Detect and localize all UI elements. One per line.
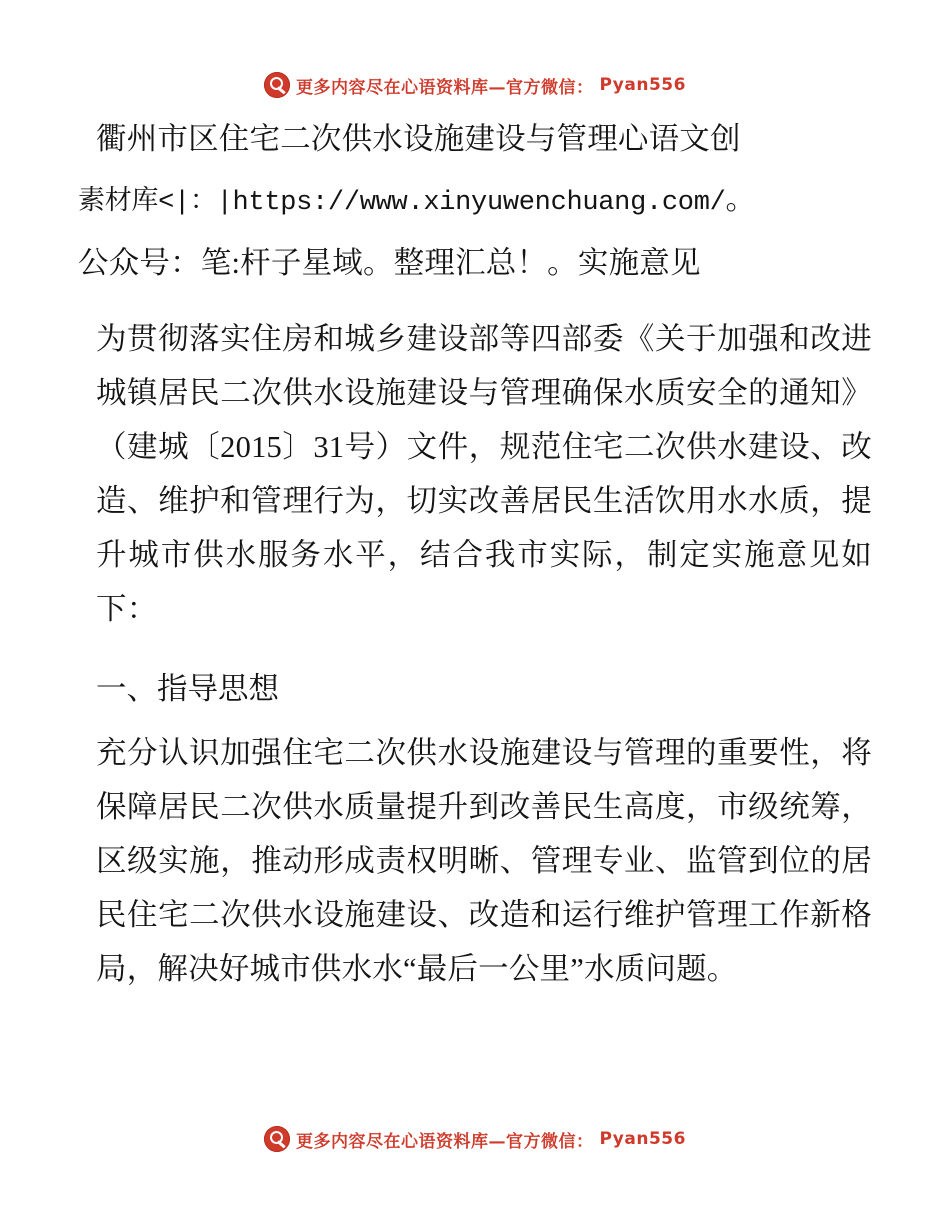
watermark-main-text: 更多内容尽在心语资料库—官方微信： xyxy=(296,77,594,98)
section-heading-1: 一、指导思想 xyxy=(96,672,279,706)
magnifier-logo-icon xyxy=(264,1126,290,1152)
document-body xyxy=(78,98,872,996)
watermark-account: Pyan556 xyxy=(599,1129,686,1149)
doc-paragraph-2: 充分认识加强住宅二次供水设施建设与管理的重要性，将保障居民二次供水质量提升到改善民生高度，市级统筹，区级实施，推动形成责权明晰、管理专业、监管到位的居民住宅二次供水设施建设、改造和运行维护管理工作新格局，解决好城市供水水“最后一公里”水质问题。 xyxy=(96,736,872,986)
doc-title-line-1: 衢州市区住宅二次供水设施建设与管理心语文创 xyxy=(96,122,741,156)
doc-title-url: https://www.xinyuwenchuang.com/ xyxy=(232,188,726,218)
doc-title-line-2-prefix: 素材库<|：| xyxy=(78,188,233,218)
doc-title-line-2-suffix: 。 xyxy=(725,182,757,216)
magnifier-logo-icon xyxy=(264,72,290,98)
doc-paragraph-1: 为贯彻落实住房和城乡建设部等四部委《关于加强和改进城镇居民二次供水设施建设与管理确保水质安全的通知》（建城〔2015〕31号）文件，规范住宅二次供水建设、改造、维护和管理行为，切实改善居民生活饮用水水质，提升城市供水服务水平，结合我市实际，制定实施意见如下： xyxy=(96,322,872,626)
watermark-banner-top xyxy=(78,0,872,98)
watermark-account: Pyan556 xyxy=(599,75,686,95)
doc-title-line-3: 公众号：笔:杆子星域。整理汇总！。实施意见 xyxy=(78,246,701,280)
watermark-main-text: 更多内容尽在心语资料库—官方微信： xyxy=(296,1131,594,1152)
watermark-banner-bottom xyxy=(0,1126,950,1152)
doc-title-line-2 xyxy=(78,172,872,230)
